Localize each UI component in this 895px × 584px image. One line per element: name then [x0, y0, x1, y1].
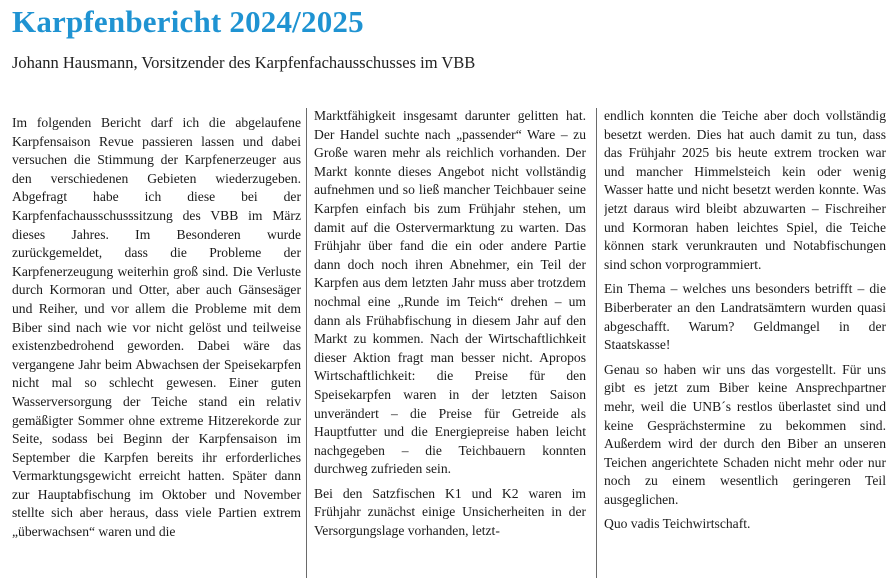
article-title: Karpfenbericht 2024/2025 — [12, 4, 364, 39]
paragraph: Ein Thema – welches uns besonders betrifft – die Biberberater an den Landratsämtern wurden quasi abgeschafft. Warum? Geldmangel in der Staatskasse! — [604, 281, 886, 353]
paragraph: Quo vadis Teichwirtschaft. — [604, 516, 751, 532]
paragraph: Bei den Satzfischen K1 und K2 waren im Frühjahr zunächst einige Unsicherheiten in der Versorgungslage vorhanden, letzt- — [314, 485, 586, 539]
article-byline: Johann Hausmann, Vorsitzender des Karpfenfachausschusses im VBB — [12, 53, 476, 72]
paragraph: Genau so haben wir uns das vorgestellt. Für uns gibt es jetzt zum Biber keine Ansprechpartner mehr, weil die UNB´s restlos überlastet sind und keine Gesprächstermine zu bekommen sind. Außerdem wird der durch den Biber an unseren Teichen angerichtete Schaden nicht mehr oder nur noch zu einem wesentlich geringeren Teil ausgeglichen. — [604, 361, 886, 507]
text-column-3 — [604, 107, 886, 577]
paragraph: Marktfähigkeit insgesamt darunter gelitten hat. Der Handel suchte nach „passender“ Ware – zu Große waren mehr als reichlich vorhanden. Der Markt konnte dieses Angebot nicht vollständig aufnehmen und so ließ mancher Teichbauer seine Karpfen einfach bis zum Frühjahr stehen, um damit auf die Ostervermarktung zu warten. Das Frühjahr über fand die ein oder andere Partie dann doch noch ihren Abnehmer, ein Teil der Karpfen aus dem letzten Jahr muss aber trotzdem nochmal eine „Runde im Teich“ drehen – um dann als Frühabfischung in diesem Jahr auf den Markt zu kommen. Nach der Wirtschaftlichkeit dieser Aktion fragt man besser nicht. Apropos Wirtschaftlichkeit: die Preise für den Speisekarpfen waren in der letzten Saison unverändert – die Preise für Getreide als Hauptfutter und die Energiepreise haben leicht nachgegeben – die Teichbauern konnten durchweg zufrieden sein. — [314, 108, 586, 477]
text-column-1 — [12, 114, 301, 584]
text-column-2 — [314, 107, 586, 577]
paragraph: Im folgenden Bericht darf ich die abgelaufene Karpfensaison Revue passieren lassen und dabei versuchen die Stimmung der Karpfenerzeuger aus den verschiedenen Gebieten wiederzugeben. Abgefragt habe ich diese bei der Karpfenfachausschusssitzung des VBB im März dieses Jahres. Im Besonderen wurde zurückgemeldet, dass die Probleme der Karpfenerzeugung weiterhin groß sind. Die Verluste durch Kormoran und Otter, aber auch Gänsesäger und Reiher, und vor allem die Probleme mit dem Biber sind nach wie vor nicht gelöst und teilweise existenzbedrohend geworden. Dabei wäre das vergangene Jahr beim Abwachsen der Speisekarpfen nicht mal so schlecht gewesen. Einer guten Wasserversorgung der Teiche stand ein relativ gemäßigter Sommer ohne extreme Hitzerekorde zur Seite, sodass bei Beginn der Karpfensaison im September die Karpfen bereits ihr erforderliches Vermarktungsgewicht erreicht hatten. Später dann zur Hauptabfischung im Oktober und November stellte sich aber heraus, dass viele Partien extrem „überwachsen“ waren und die — [12, 115, 301, 540]
column-divider — [306, 108, 307, 578]
column-divider — [596, 108, 597, 578]
paragraph: endlich konnten die Teiche aber doch vollständig besetzt werden. Dies hat auch damit zu tun, dass das Frühjahr 2025 bis heute extrem trocken war und mancher Himmelsteich kein oder wenig Wasser hatte und nicht besetzt werden konnte. Was jetzt daraus wird bleibt abzuwarten – Fischreiher und Kormoran haben leichtes Spiel, die Teiche können stark verunkrauten und Notabfischungen sind schon vorprogrammiert. — [604, 108, 886, 272]
